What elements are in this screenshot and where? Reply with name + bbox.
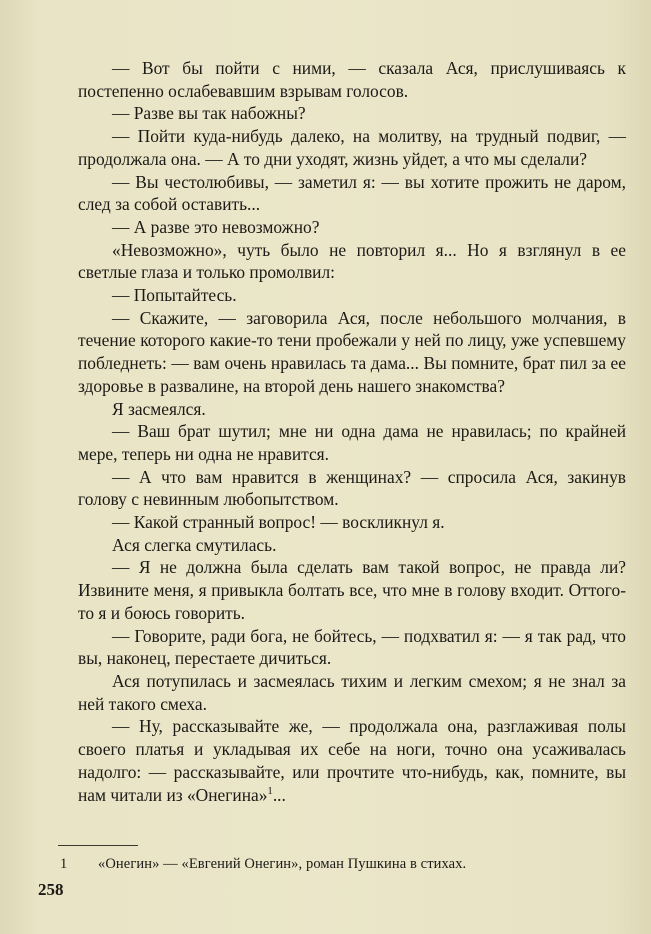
paragraph: — А что вам нравится в женщинах? — спросила Ася, закинув голову с невинным любопытством.	[78, 466, 626, 510]
paragraph: — А разве это невозможно?	[112, 216, 320, 237]
paragraph: Ася потупилась и засмеялась тихим и легким смехом; я не знал за ней такого смеха.	[78, 670, 626, 714]
paragraph-last	[78, 715, 626, 806]
page-number: 258	[38, 880, 64, 899]
main-text	[78, 57, 626, 806]
paragraph: — Разве вы так набожны?	[112, 103, 306, 124]
paragraph: — Вот бы пойти с ними, — сказала Ася, прислушиваясь к постепенно ослабевавшим взрывам голосов.	[78, 58, 626, 101]
paragraph: Я засмеялся.	[112, 398, 206, 419]
paragraph: — Пойти куда-нибудь далеко, на молитву, на трудный подвиг, — продолжала она. — А то дни уходят, жизнь уйдет, а что мы сделали?	[78, 126, 626, 169]
paragraph: — Ваш брат шутил; мне ни одна дама не нравилась; по крайней мере, теперь ни одна не нравится.	[78, 421, 626, 464]
paragraph: — Я не должна была сделать вам такой вопрос, не правда ли? Извините меня, я привыкла болтать все, что мне в голову входит. Оттого-то я и боюсь говорить.	[78, 557, 626, 623]
paragraph: — Скажите, — заговорила Ася, после небольшого молчания, в течение которого какие-то тени пробежали у ней по лицу, уже успевшему побледнеть: — вам очень нравилась та дама... Вы помните, брат пил за ее здоровье в развалине, на второй день нашего знакомства?	[78, 307, 626, 396]
paragraph: — Говорите, ради бога, не бойтесь, — подхватил я: — я так рад, что вы, наконец, перестаете дичиться.	[78, 625, 626, 669]
footnote-divider	[58, 845, 138, 846]
footnote	[60, 855, 626, 874]
paragraph-last-ellipsis: ...	[272, 784, 286, 805]
footnote-reference: 1	[267, 784, 273, 797]
paragraph: «Невозможно», чуть было не повторил я... Но я взглянул в ее светлые глаза и только промолвил:	[78, 239, 626, 283]
paragraph-last-text: — Ну, рассказывайте же, — продолжала она, разглаживая полы своего платья и укладывая их себе на ноги, точно она усаживалась надолго: — рассказывайте, или прочтите что-нибудь, как, помните, вы нам читали из «Онегина»	[78, 716, 626, 805]
paragraph: Ася слегка смутилась.	[112, 534, 277, 555]
paragraph: — Какой странный вопрос! — воскликнул я.	[112, 512, 445, 533]
paragraph: — Вы честолюбивы, — заметил я: — вы хотите прожить не даром, след за собой оставить...	[78, 171, 626, 215]
footnote-text: «Онегин» — «Евгений Онегин», роман Пушкина в стихах.	[98, 856, 467, 872]
footnote-marker: 1	[60, 856, 68, 872]
paragraph: — Попытайтесь.	[112, 285, 237, 306]
